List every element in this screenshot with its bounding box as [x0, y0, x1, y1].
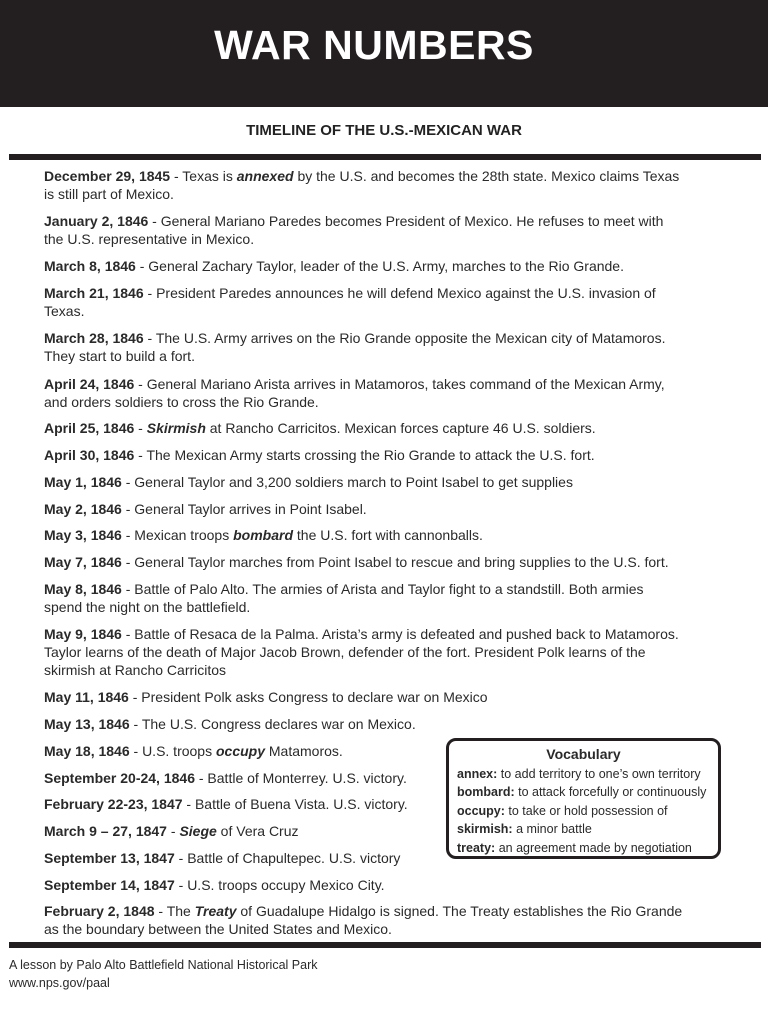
- entry-text: spend the night on the battlefield.: [44, 599, 251, 615]
- entry-text: - Mexican troops: [121, 527, 234, 543]
- vocab-term: occupy: [215, 743, 265, 759]
- timeline-entry: [44, 526, 483, 544]
- entry-text: - General Taylor marches from Point Isabel to rescue and bring supplies to the U.S. fort.: [121, 554, 669, 570]
- timeline-entry: [44, 446, 595, 464]
- entry-date: April 25, 1846: [44, 420, 135, 436]
- vocabulary-term: skirmish:: [457, 822, 513, 836]
- entry-text: the U.S. fort with cannonballs.: [293, 527, 483, 543]
- entry-text: the U.S. representative in Mexico.: [44, 231, 255, 247]
- entry-date: May 8, 1846: [44, 581, 122, 597]
- entry-date: May 11, 1846: [44, 689, 129, 705]
- vocabulary-definition: to attack forcefully or continuously: [514, 785, 707, 799]
- vocabulary-definition: an agreement made by negotiation: [495, 840, 692, 855]
- entry-text: - Battle of Monterrey. U.S. victory.: [194, 770, 407, 786]
- entry-date: May 9, 1846: [44, 626, 122, 642]
- entry-text: They start to build a fort.: [44, 348, 195, 364]
- entry-date: December 29, 1845: [44, 168, 171, 184]
- entry-date: May 3, 1846: [44, 527, 122, 543]
- vocabulary-term: occupy:: [457, 803, 505, 818]
- entry-date: February 2, 1848: [44, 903, 155, 919]
- entry-text: - President Polk asks Congress to declare war on Mexico: [128, 689, 488, 705]
- entry-text: - President Paredes announces he will defend Mexico against the U.S. invasion of: [143, 285, 656, 301]
- timeline-entry: [44, 715, 416, 733]
- vocab-term: bombard: [233, 527, 293, 543]
- vocabulary-definition: a minor battle: [512, 822, 592, 836]
- vocab-term: Treaty: [194, 903, 237, 919]
- timeline-entry: [44, 795, 408, 813]
- timeline-entry: [44, 329, 665, 365]
- entry-text: -: [134, 420, 147, 436]
- timeline-entry: [44, 580, 643, 616]
- entry-text: - The: [154, 903, 195, 919]
- entry-text: - Texas is: [170, 168, 237, 184]
- vocabulary-box: [446, 738, 721, 859]
- entry-text: of Vera Cruz: [216, 823, 299, 839]
- entry-text: and orders soldiers to cross the Rio Grande.: [44, 394, 319, 410]
- entry-text: - Battle of Resaca de la Palma. Arista’s army is defeated and pushed back to Matamoros.: [121, 626, 679, 642]
- entry-text: - Battle of Chapultepec. U.S. victory: [174, 850, 401, 866]
- vocabulary-item: [457, 765, 710, 784]
- entry-text: skirmish at Rancho Carricitos: [44, 662, 227, 678]
- timeline-entry: [44, 419, 596, 437]
- timeline-entry: [44, 284, 656, 320]
- timeline-entry: [44, 625, 679, 679]
- timeline-entry: [44, 876, 385, 894]
- vocab-term: Skirmish: [146, 420, 206, 436]
- entry-text: - The U.S. Army arrives on the Rio Grande opposite the Mexican city of Matamoros.: [143, 330, 666, 346]
- timeline-entry: [44, 500, 367, 518]
- entry-text: by the U.S. and becomes the 28th state. Mexico claims Texas: [293, 168, 680, 184]
- entry-date: May 13, 1846: [44, 716, 130, 732]
- entry-text: - Battle of Buena Vista. U.S. victory.: [182, 796, 408, 812]
- page-subtitle: TIMELINE OF THE U.S.-MEXICAN WAR: [246, 122, 522, 139]
- timeline-entry: [44, 167, 679, 203]
- top-divider: [9, 154, 761, 160]
- entry-text: -: [166, 823, 180, 839]
- entry-text: - General Mariano Arista arrives in Matamoros, takes command of the Mexican Army,: [134, 376, 665, 392]
- footer-link[interactable]: www.nps.gov/paal: [9, 976, 110, 990]
- entry-date: March 21, 1846: [44, 285, 144, 301]
- entry-text: - U.S. troops occupy Mexico City.: [174, 877, 385, 893]
- vocabulary-definition: to add territory to one’s own territory: [497, 766, 701, 781]
- entry-text: Matamoros.: [265, 743, 343, 759]
- entry-text: Taylor learns of the death of Major Jacob Brown, defender of the fort. President Polk learns of the: [44, 644, 646, 660]
- entry-text: - General Zachary Taylor, leader of the U.S. Army, marches to the Rio Grande.: [135, 258, 624, 274]
- entry-date: May 1, 1846: [44, 474, 122, 490]
- entry-text: - The U.S. Congress declares war on Mexico.: [129, 716, 416, 732]
- vocabulary-term: bombard:: [457, 785, 515, 799]
- timeline-entry: [44, 849, 400, 867]
- entry-text: - General Taylor arrives in Point Isabel.: [121, 501, 367, 517]
- entry-date: May 18, 1846: [44, 743, 130, 759]
- bottom-divider: [9, 942, 761, 948]
- vocabulary-term: annex:: [457, 766, 498, 781]
- vocab-term: Siege: [179, 823, 217, 839]
- vocab-term: annexed: [236, 168, 294, 184]
- timeline-entry: [44, 375, 665, 411]
- timeline-entry: [44, 257, 624, 275]
- entry-date: March 28, 1846: [44, 330, 144, 346]
- entry-date: March 9 – 27, 1847: [44, 823, 167, 839]
- entry-date: September 13, 1847: [44, 850, 175, 866]
- entry-date: January 2, 1846: [44, 213, 149, 229]
- timeline-entry: [44, 769, 407, 787]
- entry-text: - General Mariano Paredes becomes President of Mexico. He refuses to meet with: [148, 213, 664, 229]
- header-banner: [0, 0, 768, 107]
- entry-text: as the boundary between the United States and Mexico.: [44, 921, 392, 937]
- entry-text: Texas.: [44, 303, 85, 319]
- entry-date: February 22-23, 1847: [44, 796, 183, 812]
- entry-date: April 24, 1846: [44, 376, 135, 392]
- entry-date: May 2, 1846: [44, 501, 122, 517]
- timeline-entry: [44, 212, 663, 248]
- timeline-entry: [44, 742, 343, 760]
- footer-credit: A lesson by Palo Alto Battlefield National Historical Park: [9, 958, 318, 972]
- vocabulary-item: [457, 783, 710, 802]
- page-title: WAR NUMBERS: [214, 22, 534, 68]
- vocabulary-item: [457, 839, 710, 858]
- vocabulary-item: [457, 802, 710, 821]
- entry-text: - Battle of Palo Alto. The armies of Arista and Taylor fight to a standstill. Both armies: [121, 581, 644, 597]
- entry-date: May 7, 1846: [44, 554, 122, 570]
- entry-text: - U.S. troops: [129, 743, 216, 759]
- timeline-entry: [44, 688, 488, 706]
- entry-text: of Guadalupe Hidalgo is signed. The Treaty establishes the Rio Grande: [236, 903, 683, 919]
- entry-date: September 14, 1847: [44, 877, 175, 893]
- entry-date: April 30, 1846: [44, 447, 135, 463]
- vocabulary-term: treaty:: [457, 840, 496, 855]
- vocabulary-definition: to take or hold possession of: [504, 803, 668, 818]
- entry-text: - The Mexican Army starts crossing the Rio Grande to attack the U.S. fort.: [134, 447, 595, 463]
- vocabulary-title: Vocabulary: [546, 746, 621, 762]
- timeline-entry: [44, 902, 682, 938]
- entry-date: September 20-24, 1846: [44, 770, 195, 786]
- timeline-entry: [44, 473, 573, 491]
- timeline-entry: [44, 822, 299, 840]
- entry-text: at Rancho Carricitos. Mexican forces capture 46 U.S. soldiers.: [205, 420, 596, 436]
- vocabulary-item: [457, 820, 710, 839]
- entry-text: - General Taylor and 3,200 soldiers march to Point Isabel to get supplies: [121, 474, 573, 490]
- entry-text: is still part of Mexico.: [44, 186, 174, 202]
- timeline-entry: [44, 553, 669, 571]
- entry-date: March 8, 1846: [44, 258, 136, 274]
